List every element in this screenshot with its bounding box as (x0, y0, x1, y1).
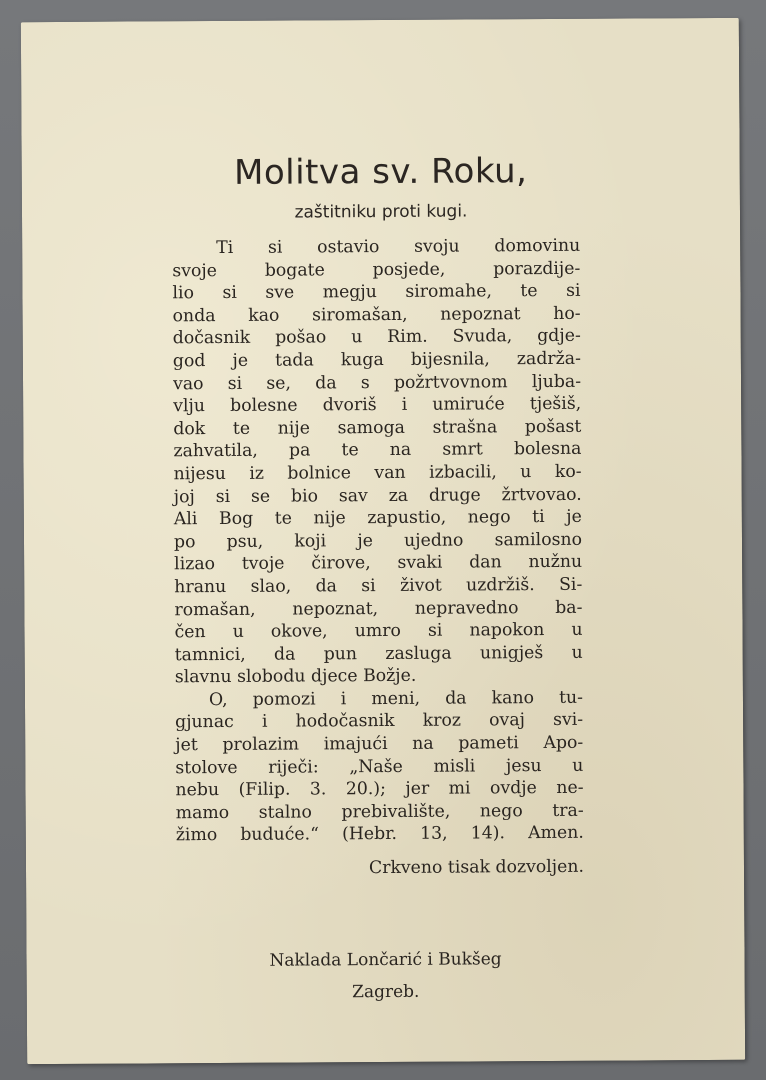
prayer-card (21, 18, 745, 1064)
text-line: lio si sve megju siromahe, te si (172, 280, 581, 304)
text-line: po psu, koji je ujedno samilosno (173, 529, 583, 552)
text-line: Ti si ostavio svoju domovinu (216, 235, 581, 259)
text-line: dok te nije samoga strašna pošast (173, 416, 582, 440)
text-line: joj si se bio sav za druge žrtvovao. (173, 484, 582, 507)
text-line: svoje bogate posjede, porazdije- (172, 258, 581, 281)
text-line: vao si se, da s požrtvovnom ljuba- (172, 371, 582, 394)
prayer-subtitle: zaštitniku proti kugi. (294, 201, 468, 223)
text-line: nijesu iz bolnice van izbacili, u ko- (173, 461, 582, 485)
text-line: god je tada kuga bijesnila, zadrža- (172, 348, 581, 372)
text-line: tamnici, da pun zasluga unigješ u (174, 642, 583, 665)
text-line: stolove riječi: „Naše misli jesu u (175, 755, 584, 778)
text-line: lizao tvoje čirove, svaki dan nužnu (174, 552, 583, 575)
text-line: čen u okove, umro si napokon u (174, 619, 583, 643)
text-line: O, pomozi i meni, da kano tu- (208, 687, 584, 710)
text-line: žimo buduće.“ (Hebr. 13, 14). Amen. (175, 823, 584, 846)
text-line: dočasnik pošao u Rim. Svuda, gdje- (172, 326, 581, 349)
publisher-city: Zagreb. (352, 981, 420, 1003)
text-line: gjunac i hodočasnik kroz ovaj svi- (175, 710, 584, 733)
text-line: Ali Bog te nije zapustio, nego ti je (173, 506, 582, 530)
prayer-title: Molitva sv. Roku, (233, 151, 528, 193)
text-line: jet prolazim imajući na pameti Apo- (175, 732, 584, 756)
text-line: hranu slao, da si život uzdržiš. Si- (174, 574, 583, 598)
text-line: nebu (Filip. 3. 20.); jer mi ovdje ne- (175, 778, 584, 801)
publisher-name: Naklada Lončarić i Bukšeg (269, 949, 502, 971)
text-line: zahvatila, pa te na smrt bolesna (173, 439, 582, 462)
text-line: romašan, nepoznat, nepravedno ba- (174, 597, 583, 620)
prayer-text (172, 235, 584, 848)
text-line: mamo stalno prebivalište, nego tra- (175, 800, 584, 824)
text-line: onda kao siromašan, nepoznat ho- (172, 303, 581, 327)
church-approval: Crkveno tisak dozvoljen. (368, 856, 585, 879)
text-line: vlju bolesne dvoriš i umiruće tješiš, (173, 393, 582, 417)
text-line: slavnu slobodu djece Božje. (174, 666, 417, 688)
